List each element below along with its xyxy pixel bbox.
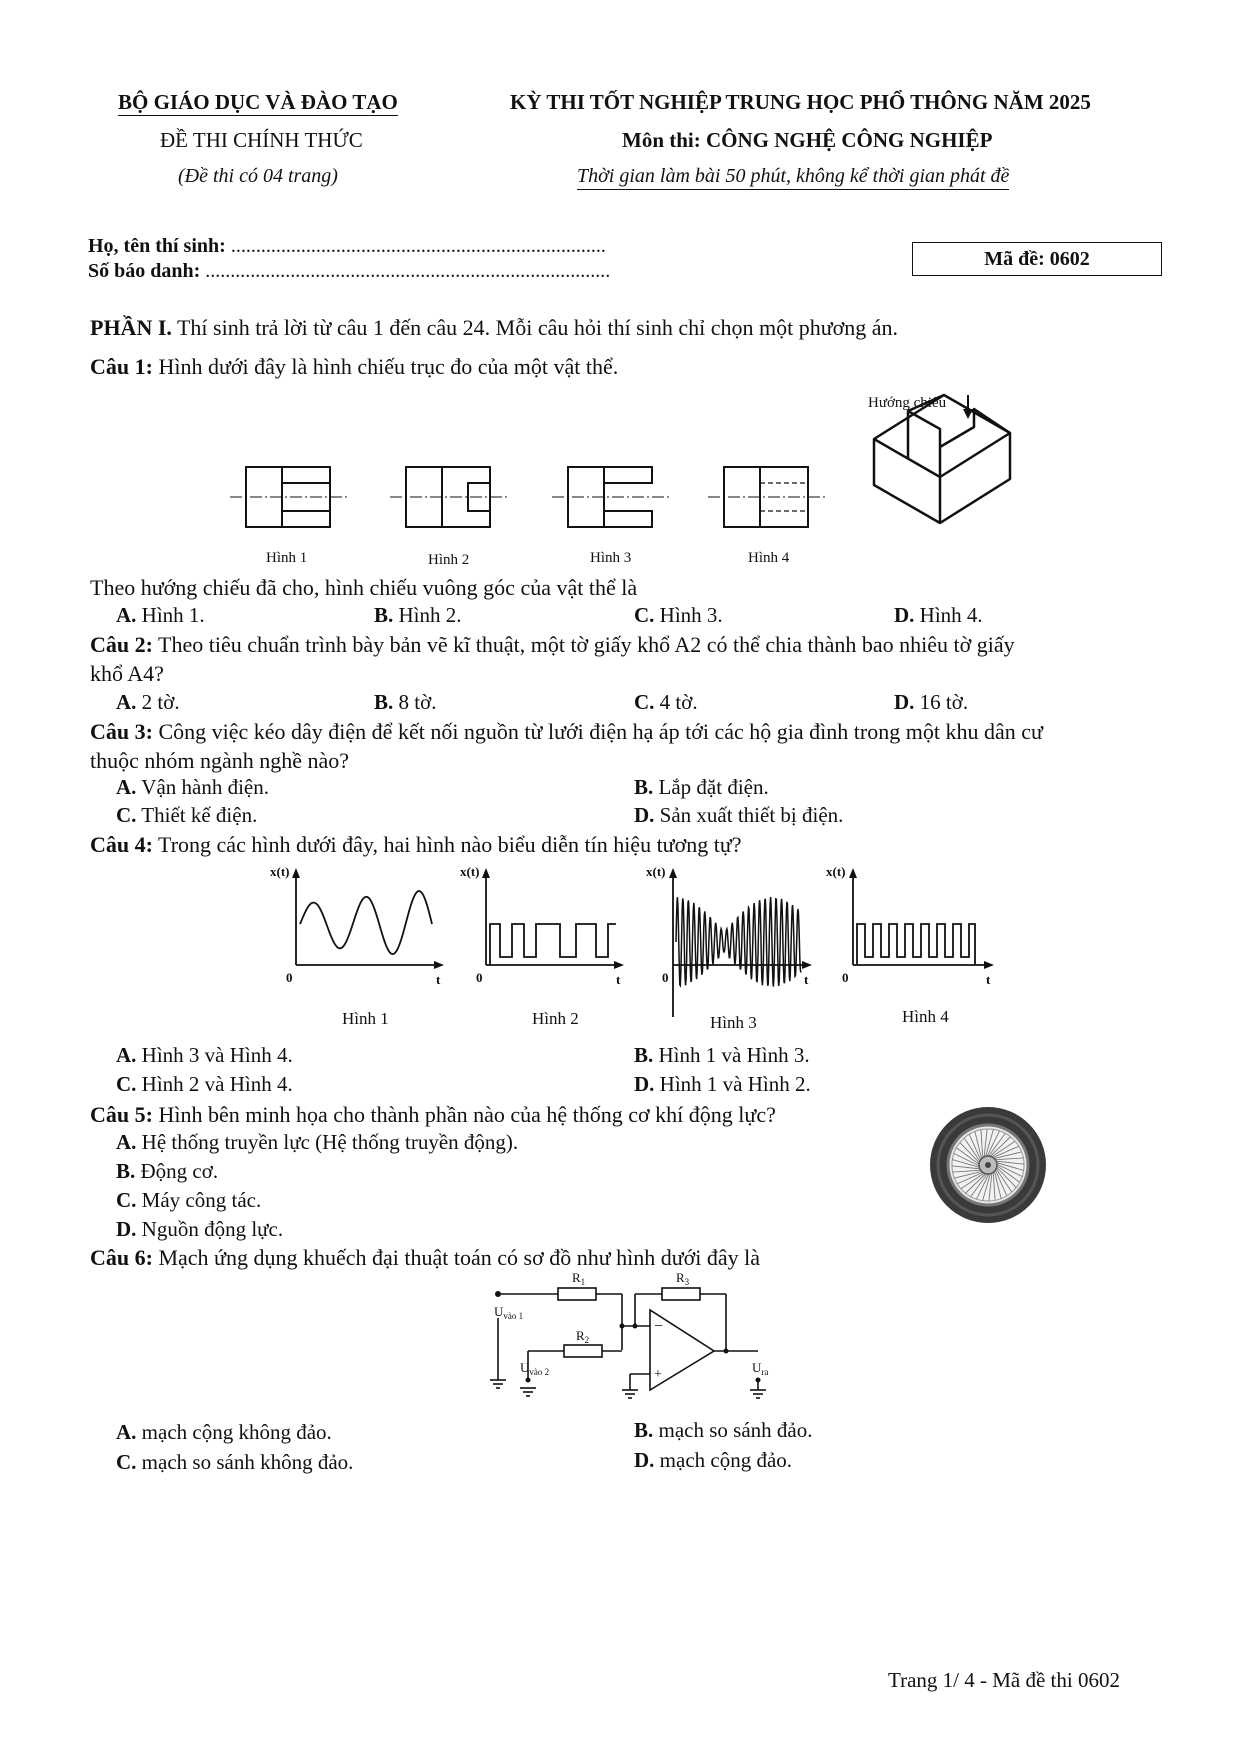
fig1-x-label: t [436, 972, 441, 987]
signal-hinh1 [300, 891, 432, 954]
opamp-minus: − [654, 1318, 664, 1335]
resistor-r2 [564, 1345, 602, 1357]
q3-option-a[interactable]: A. Vận hành điện. [116, 775, 270, 799]
q4-fig-label-4: Hình 4 [902, 1007, 949, 1026]
fig2-y-label: x(t) [460, 864, 480, 879]
opamp-circuit [480, 1268, 800, 1408]
opamp-plus: + [654, 1367, 662, 1382]
q3-stem: Câu 3: Công việc kéo dây điện để kết nối nguồn từ lưới điện hạ áp tới các hộ gia đình trong một khu dân cư thuộc nhóm ngành nghề nào? [90, 719, 1043, 773]
r2-label: $R_2$ [576, 1328, 590, 1345]
q2-option-a[interactable]: A. 2 tờ. [116, 690, 180, 714]
q4-stem: Câu 4: Trong các hình dưới đây, hai hình nào biểu diễn tín hiệu tương tự? [90, 832, 742, 857]
q4-fig-label-3: Hình 3 [710, 1013, 757, 1032]
q1-option-b[interactable]: B. Hình 2. [374, 603, 462, 627]
page-footer: Trang 1/ 4 - Mã đề thi 0602 [888, 1668, 1120, 1692]
signal-hinh4 [857, 924, 975, 965]
q1-option-d[interactable]: D. Hình 4. [894, 603, 983, 627]
fig4-x-label: t [986, 972, 991, 987]
q5-option-b[interactable]: B. Động cơ. [116, 1159, 219, 1183]
q4-figure [260, 862, 1000, 1042]
exam-code-box: Mã đề: 0602 [912, 242, 1162, 276]
fig1-y-label: x(t) [270, 864, 290, 879]
fig2-x-label: t [616, 972, 621, 987]
candidate-id-line: Số báo danh: ................................................................................. [88, 260, 611, 282]
fig1-origin: 0 [286, 970, 293, 985]
q4-option-b[interactable]: B. Hình 1 và Hình 3. [634, 1043, 810, 1067]
q5-option-a[interactable]: A. Hệ thống truyền lực (Hệ thống truyền động). [116, 1130, 519, 1154]
q6-option-c[interactable]: C. mạch so sánh không đảo. [116, 1450, 354, 1474]
signal-hinh2 [490, 924, 616, 965]
q1-fig-label-3: Hình 3 [590, 550, 632, 566]
q3-option-b[interactable]: B. Lắp đặt điện. [634, 775, 769, 799]
q1-figure [220, 375, 1060, 575]
wheel-icon [928, 1105, 1048, 1225]
fig4-y-label: x(t) [826, 864, 846, 879]
official-label: ĐỀ THI CHÍNH THỨC [160, 128, 363, 152]
resistor-r3 [662, 1288, 700, 1300]
q4-option-d[interactable]: D. Hình 1 và Hình 2. [634, 1072, 811, 1096]
ministry-name: BỘ GIÁO DỤC VÀ ĐÀO TẠO [118, 90, 398, 114]
fig3-y-label: x(t) [646, 864, 666, 879]
resistor-r1 [558, 1288, 596, 1300]
subject: Môn thi: CÔNG NGHỆ CÔNG NGHIỆP [622, 128, 993, 152]
direction-arrowhead [963, 409, 973, 419]
exam-time: Thời gian làm bài 50 phút, không kể thời gian phát đề [577, 165, 1009, 188]
q4-fig-label-1: Hình 1 [342, 1009, 389, 1028]
q2-option-b[interactable]: B. 8 tờ. [374, 690, 437, 714]
uin2-label: $U_{vào 2}$ [520, 1360, 550, 1377]
fig3-x-label: t [804, 972, 809, 987]
fig2-origin: 0 [476, 970, 483, 985]
q6-option-a[interactable]: A. mạch cộng không đảo. [116, 1420, 332, 1444]
part1-instruction: PHẦN I. Thí sinh trả lời từ câu 1 đến câu 24. Mỗi câu hỏi thí sinh chỉ chọn một phương án. [90, 315, 899, 340]
uin1-label: $U_{vào 1}$ [494, 1304, 524, 1321]
q1-stem: Câu 1: Hình dưới đây là hình chiếu trục đo của một vật thể. [90, 354, 619, 379]
page-count: (Đề thi có 04 trang) [178, 165, 338, 187]
q1-fig-label-1: Hình 1 [266, 550, 308, 566]
signal-hinh3 [676, 897, 801, 987]
q6-stem: Câu 6: Mạch ứng dụng khuếch đại thuật toán có sơ đồ như hình dưới đây là [90, 1245, 761, 1270]
q5-stem: Câu 5: Hình bên minh họa cho thành phần nào của hệ thống cơ khí động lực? [90, 1102, 776, 1127]
q2-stem: Câu 2: Theo tiêu chuẩn trình bày bản vẽ kĩ thuật, một tờ giấy khổ A2 có thể chia thành bao nhiêu tờ giấy khổ A4? [90, 632, 1015, 686]
q3-option-c[interactable]: C. Thiết kế điện. [116, 803, 258, 827]
q6-option-b[interactable]: B. mạch so sánh đảo. [634, 1418, 813, 1442]
candidate-name-line: Họ, tên thí sinh: ........................................................................... [88, 235, 606, 257]
q1-stem2: Theo hướng chiếu đã cho, hình chiếu vuông góc của vật thể là [90, 575, 638, 600]
r3-label: $R_3$ [676, 1270, 690, 1287]
q4-fig-label-2: Hình 2 [532, 1009, 579, 1028]
r1-label: $R_1$ [572, 1270, 586, 1287]
q1-option-c[interactable]: C. Hình 3. [634, 603, 723, 627]
q2-option-c[interactable]: C. 4 tờ. [634, 690, 698, 714]
exam-title: KỲ THI TỐT NGHIỆP TRUNG HỌC PHỔ THÔNG NĂM 2025 [510, 90, 1091, 114]
q3-option-d[interactable]: D. Sản xuất thiết bị điện. [634, 803, 844, 827]
direction-label: Hướng chiếu [868, 395, 947, 411]
q6-option-d[interactable]: D. mạch cộng đảo. [634, 1448, 793, 1472]
q1-fig-label-4: Hình 4 [748, 550, 790, 566]
q4-option-c[interactable]: C. Hình 2 và Hình 4. [116, 1072, 293, 1096]
q5-option-d[interactable]: D. Nguồn động lực. [116, 1217, 284, 1241]
isometric-object [874, 395, 1010, 523]
fig3-origin: 0 [662, 970, 669, 985]
fig4-origin: 0 [842, 970, 849, 985]
q5-option-c[interactable]: C. Máy công tác. [116, 1188, 262, 1212]
uout-label: $U_{ra}$ [752, 1360, 769, 1377]
q4-option-a[interactable]: A. Hình 3 và Hình 4. [116, 1043, 293, 1067]
q1-fig-label-2: Hình 2 [428, 552, 470, 568]
q1-option-a[interactable]: A. Hình 1. [116, 603, 205, 627]
q2-option-d[interactable]: D. 16 tờ. [894, 690, 969, 714]
